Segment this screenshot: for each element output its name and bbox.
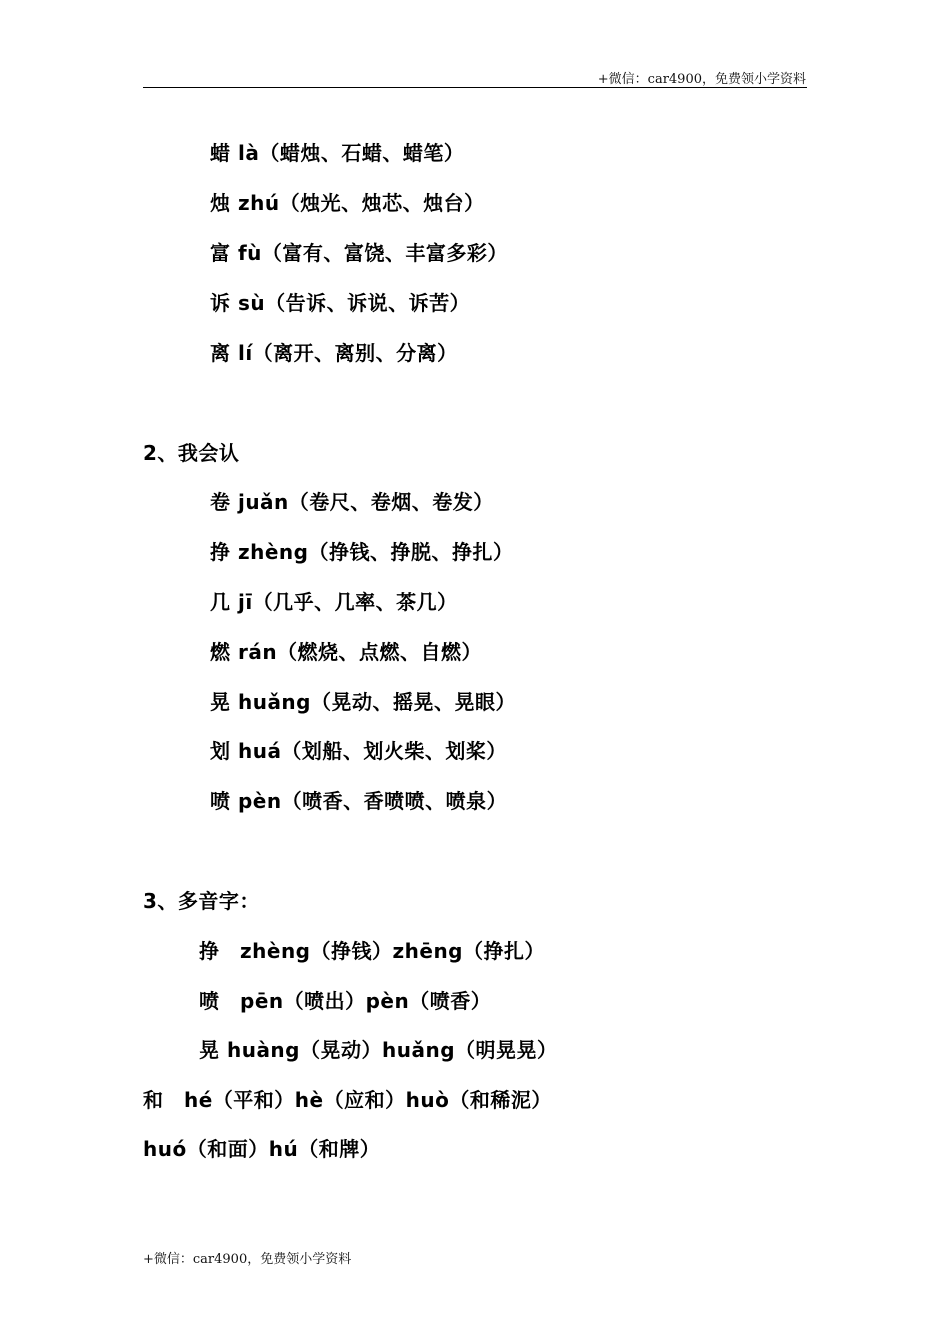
- section-heading: 2、我会认: [143, 441, 240, 465]
- text-line: 富 fù（富有、富饶、丰富多彩）: [210, 241, 508, 265]
- text-line: 喷 pēn（喷出）pèn（喷香）: [199, 989, 492, 1013]
- text-line: huó（和面）hú（和牌）: [143, 1137, 381, 1161]
- text-line: 蜡 là（蜡烛、石蜡、蜡笔）: [210, 141, 465, 165]
- header-rule: [143, 87, 807, 88]
- text-line: 燃 rán（燃烧、点燃、自燃）: [210, 640, 483, 664]
- text-line: 挣 zhèng（挣钱、挣脱、挣扎）: [210, 540, 514, 564]
- text-line: 离 lí（离开、离别、分离）: [210, 341, 458, 365]
- text-line: 几 jī（几乎、几率、茶几）: [210, 590, 458, 614]
- text-line: 晃 huàng（晃动）huǎng（明晃晃）: [199, 1038, 558, 1062]
- text-line: 挣 zhèng（挣钱）zhēng（挣扎）: [199, 939, 545, 963]
- text-line: 烛 zhú（烛光、烛芯、烛台）: [210, 191, 485, 215]
- header-watermark: +微信：car4900，免费领小学资料: [597, 72, 806, 87]
- footer-watermark: +微信：car4900，免费领小学资料: [143, 1252, 352, 1267]
- text-line: 喷 pèn（喷香、香喷喷、喷泉）: [210, 789, 508, 813]
- text-line: 划 huá（划船、划火柴、划桨）: [210, 739, 507, 763]
- text-line: 晃 huǎng（晃动、摇晃、晃眼）: [210, 690, 516, 714]
- text-line: 卷 juǎn（卷尺、卷烟、卷发）: [210, 490, 494, 514]
- section-heading: 3、多音字：: [143, 889, 260, 913]
- text-line: 诉 sù（告诉、诉说、诉苦）: [210, 291, 471, 315]
- text-line: 和 hé（平和）hè（应和）huò（和稀泥）: [143, 1088, 552, 1112]
